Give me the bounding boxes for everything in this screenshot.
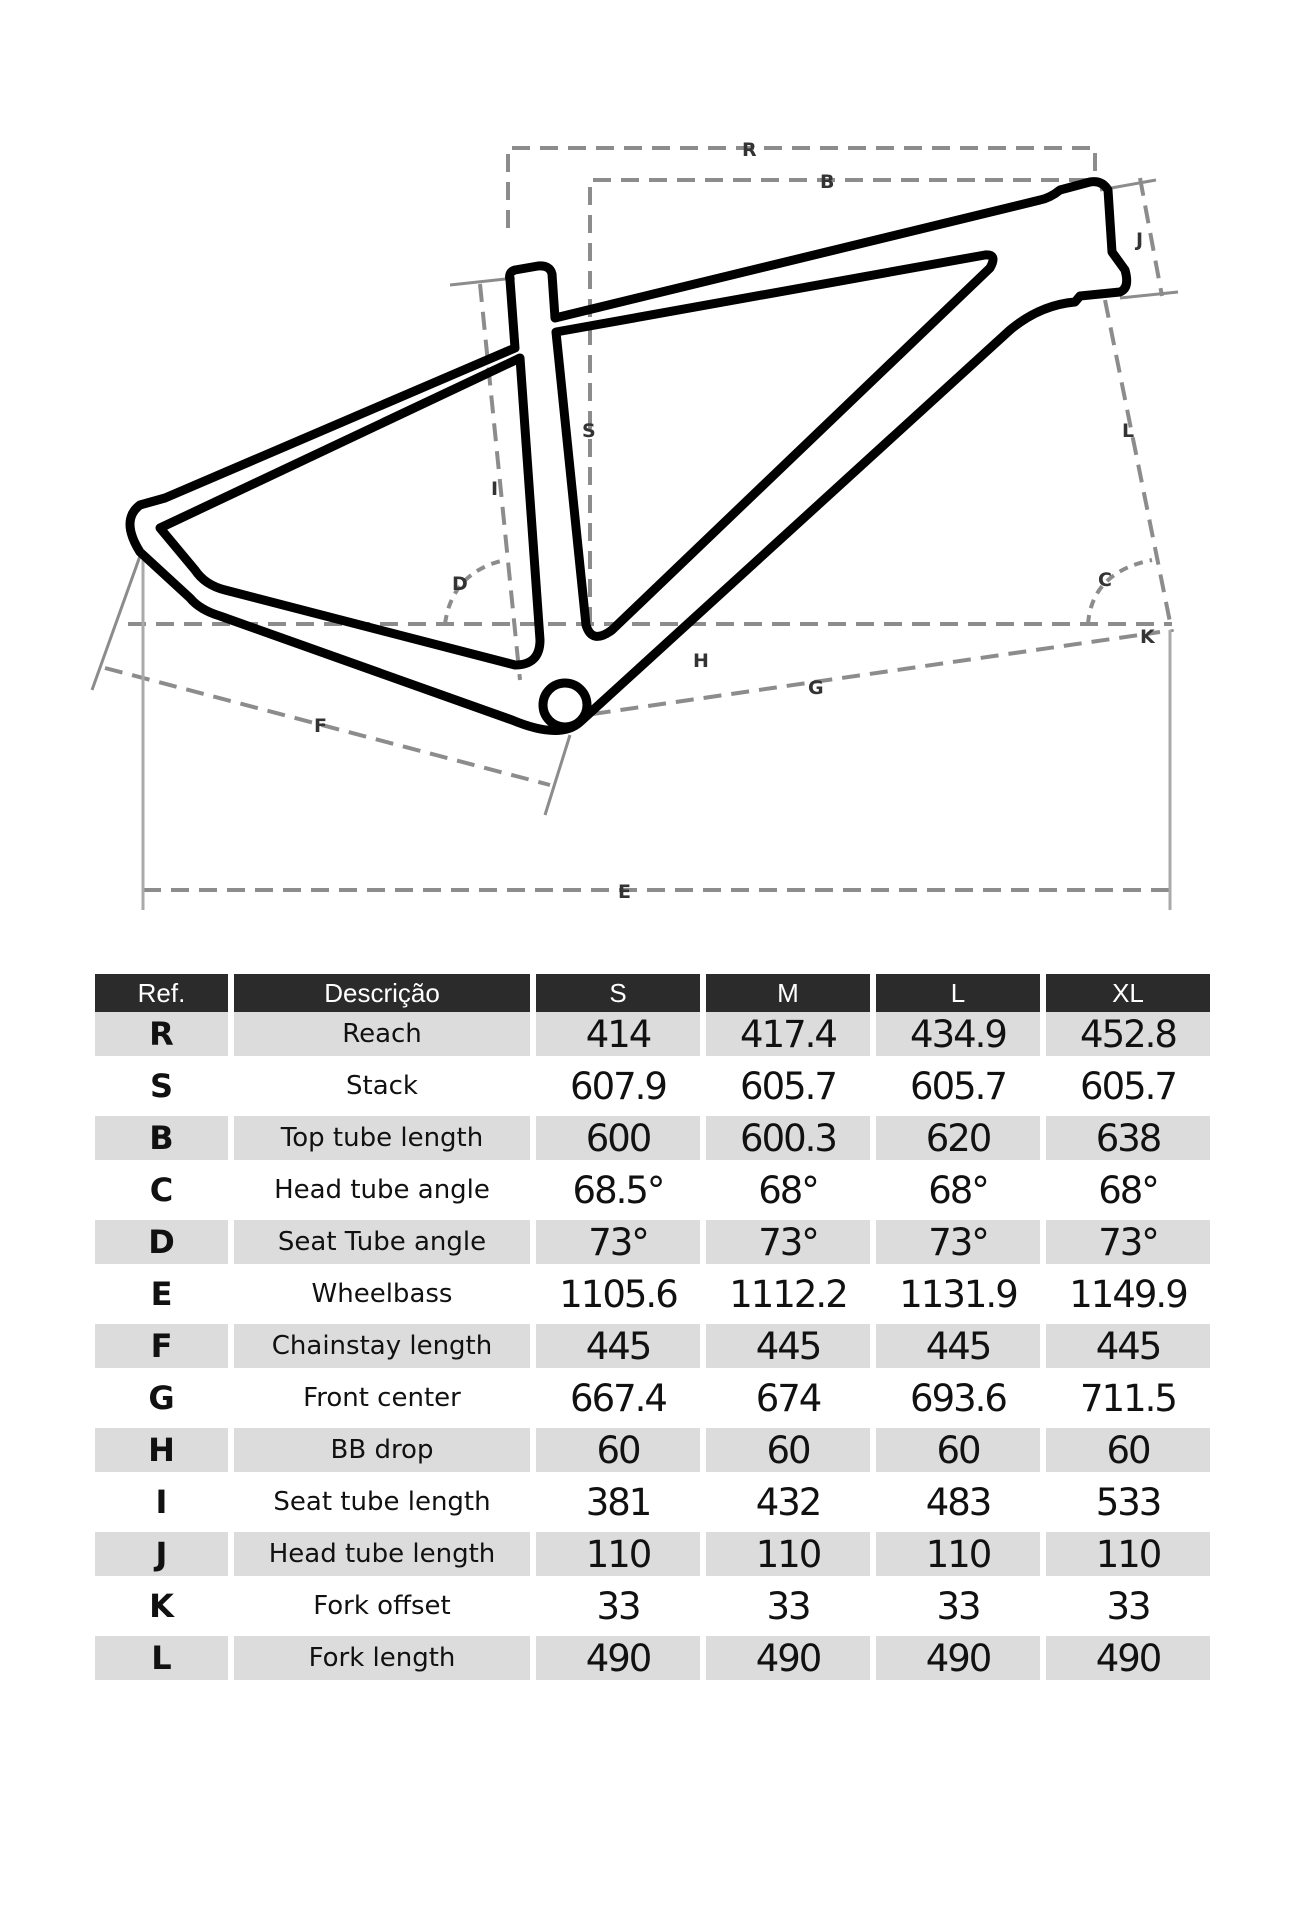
description-cell: Reach [234, 1012, 530, 1056]
header-size-xl: XL [1046, 974, 1210, 1012]
label-b: B [820, 171, 835, 193]
value-xl-cell: 452.8 [1046, 1012, 1210, 1056]
table-row [95, 1056, 1210, 1116]
value-xl-cell: 605.7 [1080, 1064, 1176, 1108]
dim-line-j [1140, 178, 1162, 296]
header-description: Descrição [234, 974, 530, 1012]
header-size-s: S [536, 974, 700, 1012]
value-s-cell: 1105.6 [559, 1272, 677, 1316]
value-m-cell: 68° [758, 1168, 818, 1212]
ref-cell: L [95, 1636, 228, 1680]
value-l-cell: 110 [876, 1532, 1040, 1576]
value-m-cell: 60 [706, 1428, 870, 1472]
description-cell: Fork length [234, 1636, 530, 1680]
ref-cell: B [95, 1116, 228, 1160]
label-f: F [314, 715, 327, 737]
dim-line-f [105, 668, 550, 785]
value-m-cell: 445 [706, 1324, 870, 1368]
value-s-cell: 60 [536, 1428, 700, 1472]
table-row [95, 1428, 1210, 1472]
value-s-cell: 414 [536, 1012, 700, 1056]
ref-cell: F [95, 1324, 228, 1368]
value-l-cell: 1131.9 [899, 1272, 1017, 1316]
dim-line-g [565, 632, 1160, 718]
table-header-row [95, 974, 1210, 1012]
frame-outline [130, 182, 1127, 731]
table-row [95, 1012, 1210, 1056]
ref-cell: R [95, 1012, 228, 1056]
value-l-cell: 605.7 [910, 1064, 1006, 1108]
value-xl-cell: 445 [1046, 1324, 1210, 1368]
label-g: G [808, 677, 824, 699]
value-xl-cell: 1149.9 [1069, 1272, 1187, 1316]
value-l-cell: 445 [876, 1324, 1040, 1368]
description-cell: Seat Tube angle [234, 1220, 530, 1264]
value-m-cell: 33 [766, 1584, 810, 1628]
value-m-cell: 432 [755, 1480, 821, 1524]
description-cell: BB drop [234, 1428, 530, 1472]
description-cell: Top tube length [234, 1116, 530, 1160]
value-s-cell: 600 [536, 1116, 700, 1160]
value-s-cell: 110 [536, 1532, 700, 1576]
table-row [95, 1160, 1210, 1220]
description-cell: Chainstay length [234, 1324, 530, 1368]
table-body [95, 1012, 1210, 1680]
table-row [95, 1116, 1210, 1160]
label-i: I [491, 478, 499, 500]
description-cell: Front center [303, 1383, 461, 1413]
value-xl-cell: 73° [1046, 1220, 1210, 1264]
table-row [95, 1576, 1210, 1636]
table-row [95, 1220, 1210, 1264]
ref-cell: E [150, 1275, 173, 1313]
value-l-cell: 483 [925, 1480, 991, 1524]
label-h: H [693, 650, 709, 672]
value-l-cell: 33 [936, 1584, 980, 1628]
value-m-cell: 490 [706, 1636, 870, 1680]
label-d: D [452, 573, 468, 595]
value-l-cell: 68° [928, 1168, 988, 1212]
header-size-m: M [706, 974, 870, 1012]
value-s-cell: 33 [596, 1584, 640, 1628]
ref-cell: G [148, 1379, 175, 1417]
description-cell: Fork offset [313, 1591, 451, 1621]
dim-line-l [1105, 300, 1172, 632]
table-row [95, 1636, 1210, 1680]
ref-cell: K [149, 1587, 174, 1625]
value-xl-cell: 33 [1106, 1584, 1150, 1628]
description-cell: Head tube length [234, 1532, 530, 1576]
ref-cell: I [155, 1483, 168, 1521]
value-s-cell: 607.9 [570, 1064, 666, 1108]
table-row [95, 1368, 1210, 1428]
value-l-cell: 490 [876, 1636, 1040, 1680]
value-xl-cell: 60 [1046, 1428, 1210, 1472]
value-l-cell: 434.9 [876, 1012, 1040, 1056]
value-s-cell: 68.5° [572, 1168, 664, 1212]
label-c: C [1098, 569, 1112, 591]
value-m-cell: 417.4 [706, 1012, 870, 1056]
value-m-cell: 605.7 [740, 1064, 836, 1108]
header-size-l: L [876, 974, 1040, 1012]
ref-cell: H [95, 1428, 228, 1472]
label-j: J [1136, 229, 1144, 251]
value-s-cell: 445 [536, 1324, 700, 1368]
dimension-lines [92, 148, 1178, 910]
value-xl-cell: 533 [1095, 1480, 1161, 1524]
description-cell: Wheelbass [311, 1279, 453, 1309]
value-m-cell: 674 [755, 1376, 821, 1420]
bike-frame [130, 182, 1127, 731]
value-m-cell: 1112.2 [729, 1272, 847, 1316]
value-l-cell: 620 [876, 1116, 1040, 1160]
table-row [95, 1532, 1210, 1576]
value-l-cell: 60 [876, 1428, 1040, 1472]
description-cell: Stack [346, 1071, 418, 1101]
ref-cell: C [149, 1171, 174, 1209]
value-m-cell: 110 [706, 1532, 870, 1576]
geometry-table [89, 974, 1216, 1680]
front-triangle-inner [556, 255, 993, 636]
value-xl-cell: 490 [1046, 1636, 1210, 1680]
value-m-cell: 600.3 [706, 1116, 870, 1160]
value-m-cell: 73° [706, 1220, 870, 1264]
value-s-cell: 381 [585, 1480, 651, 1524]
ref-cell: D [95, 1220, 228, 1264]
value-xl-cell: 638 [1046, 1116, 1210, 1160]
ref-cell: J [95, 1532, 228, 1576]
label-r: R [742, 139, 757, 161]
value-l-cell: 73° [876, 1220, 1040, 1264]
value-xl-cell: 711.5 [1080, 1376, 1176, 1420]
label-s: S [582, 420, 596, 442]
description-cell: Head tube angle [274, 1175, 490, 1205]
value-l-cell: 693.6 [910, 1376, 1006, 1420]
table-row [95, 1472, 1210, 1532]
description-cell: Seat tube length [273, 1487, 491, 1517]
header-ref: Ref. [95, 974, 228, 1012]
label-k: K [1140, 626, 1155, 648]
value-s-cell: 667.4 [570, 1376, 666, 1420]
table-row [95, 1264, 1210, 1324]
label-e: E [618, 881, 631, 903]
value-xl-cell: 68° [1098, 1168, 1158, 1212]
value-xl-cell: 110 [1046, 1532, 1210, 1576]
value-s-cell: 490 [536, 1636, 700, 1680]
label-l: L [1122, 420, 1135, 442]
ref-cell: S [149, 1067, 174, 1105]
dim-line-r [508, 148, 1095, 228]
table-row [95, 1324, 1210, 1368]
value-s-cell: 73° [536, 1220, 700, 1264]
bottom-bracket [543, 683, 587, 727]
dimension-labels [314, 139, 1156, 903]
